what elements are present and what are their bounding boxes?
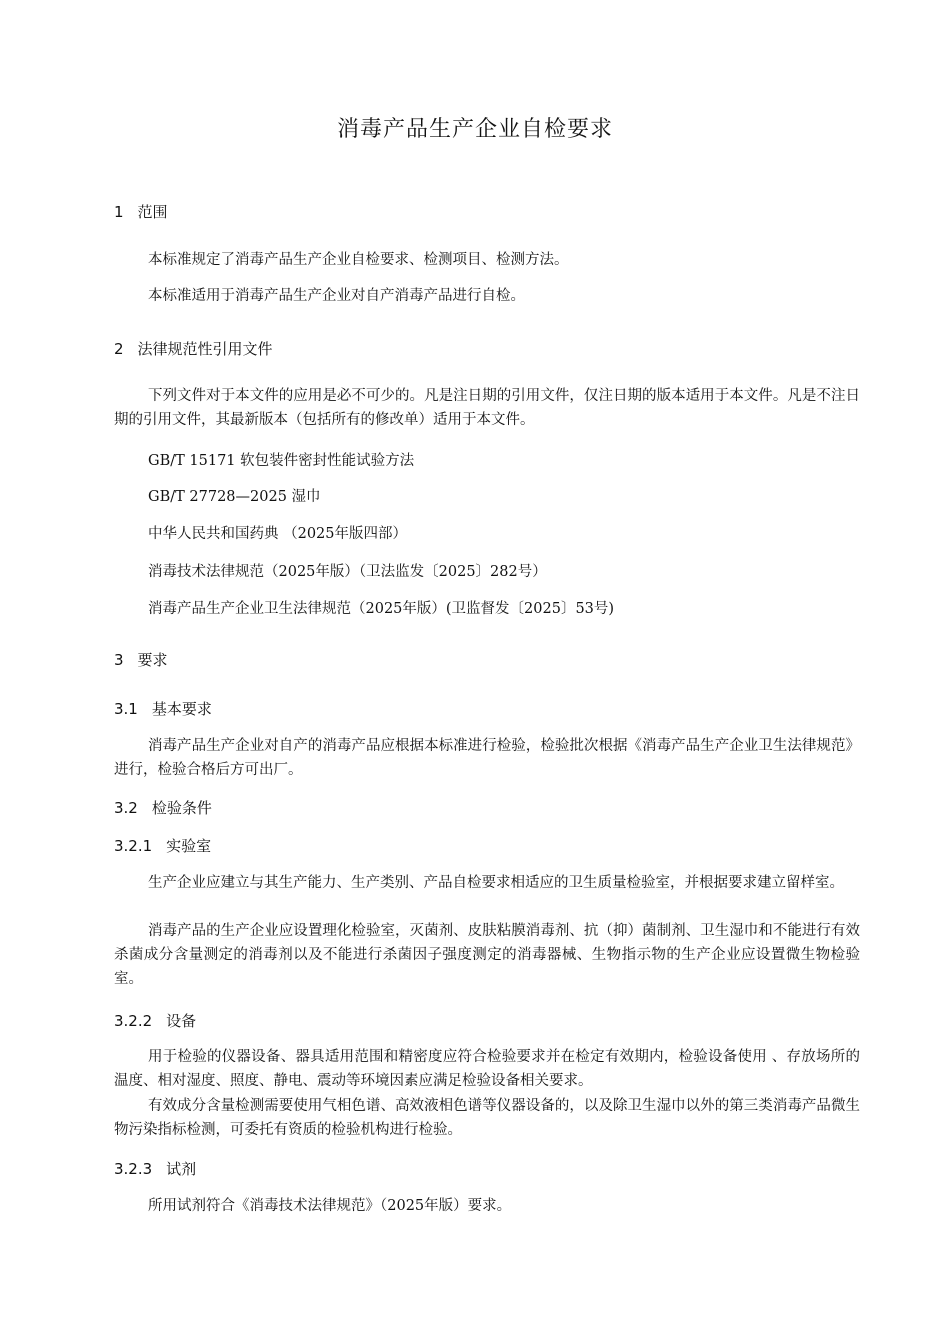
paragraph: 生产企业应建立与其生产能力、生产类别、产品自检要求相适应的卫生质量检验室，并根据要求建立留样室。: [148, 875, 844, 891]
section-title: 法律规范性引用文件: [137, 340, 273, 358]
paragraph: 本标准规定了消毒产品生产企业自检要求、检测项目、检测方法。: [148, 252, 569, 268]
section-title: 基本要求: [151, 700, 212, 718]
section-1-heading: [114, 201, 168, 222]
section-number: 1: [114, 203, 124, 221]
subsection-3-2-3-heading: [114, 1158, 196, 1179]
section-number: 2: [114, 340, 124, 358]
reference-item: 中华人民共和国药典 （2025年版四部）: [148, 526, 408, 542]
section-number: 3.2: [114, 799, 138, 817]
section-number: 3.2.2: [114, 1012, 153, 1030]
paragraph: 下列文件对于本文件的应用是必不可少的。凡是注日期的引用文件，仅注日期的版本适用于本文件。凡是不注日期的引用文件，其最新版本（包括所有的修改单）适用于本文件。: [114, 388, 860, 428]
subsection-3-2-2-heading: [114, 1010, 196, 1031]
paragraph: 消毒产品的生产企业应设置理化检验室，灭菌剂、皮肤粘膜消毒剂、抗（抑）菌制剂、卫生湿巾和不能进行有效杀菌成分含量测定的消毒剂以及不能进行杀菌因子强度测定的消毒器械、生物指示物的生产企业应设置微生物检验室。: [114, 923, 860, 987]
reference-item: GB/T 15171 软包装件密封性能试验方法: [148, 453, 415, 469]
paragraph: 用于检验的仪器设备、器具适用范围和精密度应符合检验要求并在检定有效期内，检验设备使用 、存放场所的温度、相对湿度、照度、静电、震动等环境因素应满足检验设备相关要求。: [114, 1049, 860, 1089]
paragraph: 本标准适用于消毒产品生产企业对自产消毒产品进行自检。: [148, 288, 525, 304]
section-number: 3: [114, 651, 124, 669]
document-title: 消毒产品生产企业自检要求: [336, 117, 613, 142]
section-title: 实验室: [166, 837, 212, 855]
reference-item: GB/T 27728—2025 湿巾: [148, 489, 321, 505]
reference-item: 消毒技术法律规范（2025年版）（卫法监发〔2025〕282号）: [148, 564, 547, 580]
section-number: 3.2.1: [114, 837, 153, 855]
section-2-heading: [114, 338, 273, 359]
section-number: 3.1: [114, 700, 138, 718]
section-title: 范围: [137, 203, 168, 221]
paragraph: 所用试剂符合《消毒技术法律规范》（2025年版）要求。: [148, 1198, 512, 1214]
paragraph: 消毒产品生产企业对自产的消毒产品应根据本标准进行检验，检验批次根据《消毒产品生产企业卫生法律规范》进行，检验合格后方可出厂。: [114, 738, 860, 778]
reference-item: 消毒产品生产企业卫生法律规范（2025年版）(卫监督发〔2025〕53号): [148, 601, 615, 617]
section-title: 设备: [166, 1012, 197, 1030]
subsection-3-2-1-heading: [114, 835, 211, 856]
section-3-heading: [114, 649, 168, 670]
section-number: 3.2.3: [114, 1160, 153, 1178]
subsection-3-1-heading: [114, 698, 212, 719]
section-title: 要求: [137, 651, 168, 669]
paragraph: 有效成分含量检测需要使用气相色谱、高效液相色谱等仪器设备的，以及除卫生湿巾以外的第三类消毒产品微生物污染指标检测，可委托有资质的检验机构进行检验。: [114, 1098, 860, 1138]
subsection-3-2-heading: [114, 797, 212, 818]
section-title: 试剂: [166, 1160, 197, 1178]
section-title: 检验条件: [151, 799, 212, 817]
